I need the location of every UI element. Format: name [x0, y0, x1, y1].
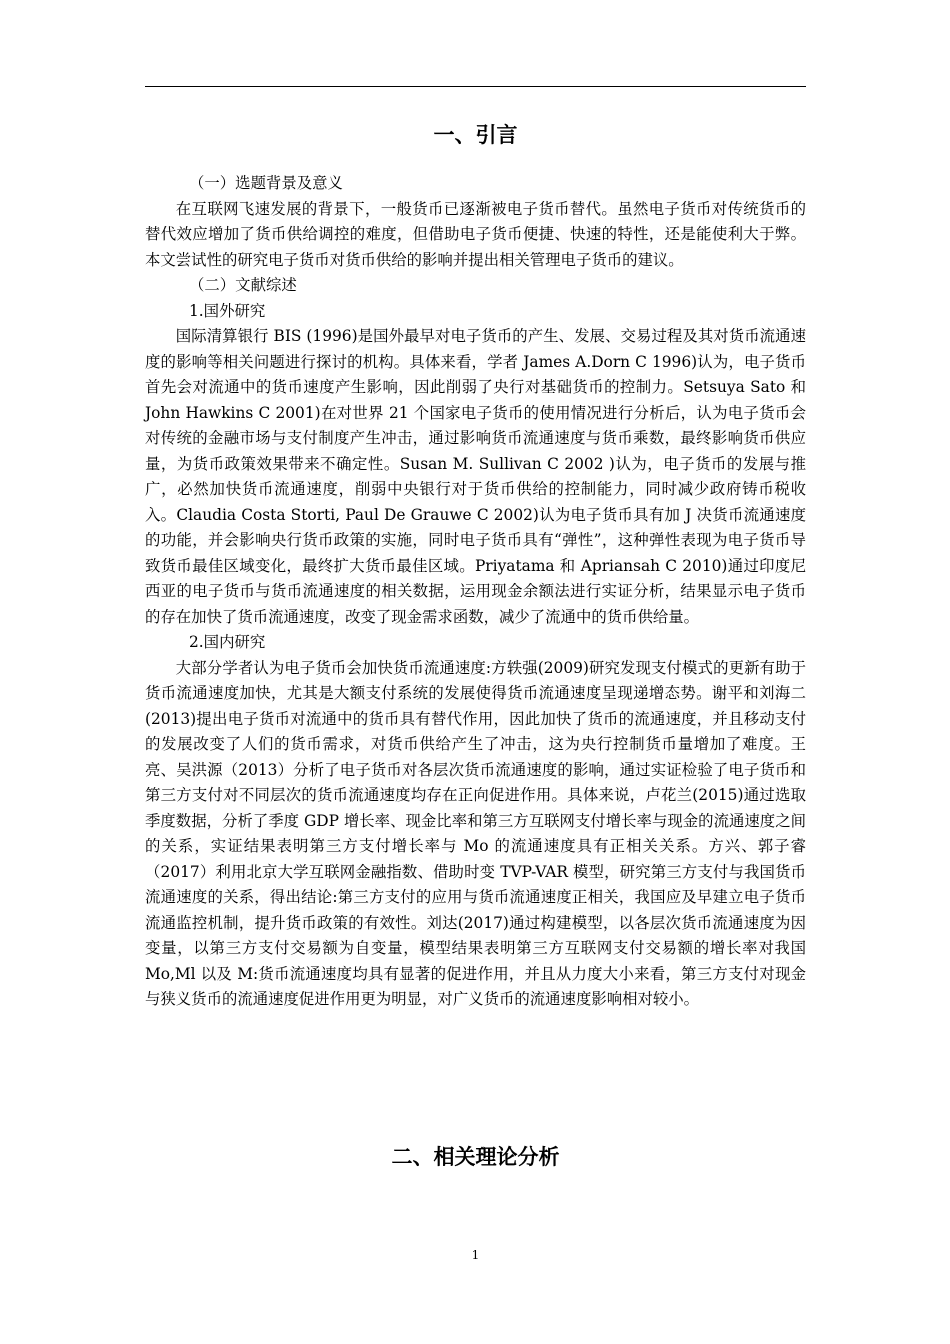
- subsection-title-foreign: 1.国外研究: [189, 301, 266, 320]
- heading-theory-analysis: 二、相关理论分析: [391, 1145, 560, 1169]
- heading-introduction: 一、引言: [433, 123, 518, 147]
- subsection-title-domestic: 2.国内研究: [189, 633, 266, 651]
- section-title-literature-review: （二）文献综述: [189, 276, 297, 294]
- paragraph-domestic-research: 大部分学者认为电子货币会加快货币流通速度:方轶强(2009)研究发现支付模式的更新有助于货币流通速度加快，尤其是大额支付系统的发展使得货币流通速度呈现递增态势。谢平和刘海二(2013)提出电子货币对流通中的货币具有替代作用，因此加快了货币的流通速度，并且移动支付的发展改变了人们的货币需求，对货币供给产生了冲击，这为央行控制货币量增加了难度。王亮、吴洪源（2013）分析了电子货币对各层次货币流通速度的影响，通过实证检验了电子货币和第三方支付对不同层次的货币流通速度均存在正向促进作用。具体来说，卢花兰(2015)通过选取季度数据，分析了季度 GDP 增长率、现金比率和第三方互联网支付增长率与现金的流通速度之间的关系，实证结果表明第三方支付增长率与 Mo 的流通速度具有正相关关系。方兴、郭子睿（2017）利用北京大学互联网金融指数、借助时变 TVP-VAR 模型，研究第三方支付与我国货币流通速度的关系，得出结论:第三方支付的应用与货币流通速度正相关，我国应及早建立电子货币流通监控机制，提升货币政策的有效性。刘达(2017)通过构建模型，以各层次货币流通速度为因变量，以第三方支付交易额为自变量，模型结果表明第三方互联网支付交易额的增长率对我国 Mo,Ml 以及 M:货币流通速度均具有显著的促进作用，并且从力度大小来看，第三方支付对现金与狭义货币的流通速度促进作用更为明显，对广义货币的流通速度影响相对较小。: [145, 658, 806, 1008]
- body-text: [145, 171, 806, 1013]
- paragraph-background: 在互联网飞速发展的背景下，一般货币已逐渐被电子货币替代。虽然电子货币对传统货币的替代效应增加了货币供给调控的难度，但借助电子货币便捷、快速的特性，还是能使利大于弊。本文尝试性的研究电子货币对货币供给的影响并提出相关管理电子货币的建议。: [145, 199, 806, 269]
- paragraph-foreign-research: 国际清算银行 BIS (1996)是国外最早对电子货币的产生、发展、交易过程及其对货币流通速度的影响等相关问题进行探讨的机构。具体来看，学者 James A.Dorn C 1996)认为，电子货币首先会对流通中的货币速度产生影响，因此削弱了央行对基础货币的控制力。Setsuya Sato 和 John Hawkins C 2001)在对世界 21 个国家电子货币的使用情况进行分析后，认为电子货币会对传统的金融市场与支付制度产生冲击，通过影响货币流通速度与货币乘数，最终影响货币供应量，为货币政策效果带来不确定性。Susan M. Sullivan C 2002 )认为，电子货币的发展与推广，必然加快货币流通速度，削弱中央银行对于货币供给的控制能力，同时减少政府铸币税收入。Claudia Costa Storti, Paul De Grauwe C 2002)认为电子货币具有加 J 决货币流通速度的功能，并会影响央行货币政策的实施，同时电子货币具有“弹性”，这种弹性表现为电子货币导致货币最佳区域变化，最终扩大货币最佳区域。Priyatama 和 Apriansah C 2010)通过印度尼西亚的电子货币与货币流通速度的相关数据，运用现金余额法进行实证分析，结果显示电子货币的存在加快了货币流通速度，改变了现金需求函数，减少了流通中的货币供给量。: [145, 327, 806, 626]
- page-number: 1: [471, 1248, 480, 1262]
- section-title-background: （一）选题背景及意义: [189, 174, 343, 192]
- header-rule: [145, 86, 806, 87]
